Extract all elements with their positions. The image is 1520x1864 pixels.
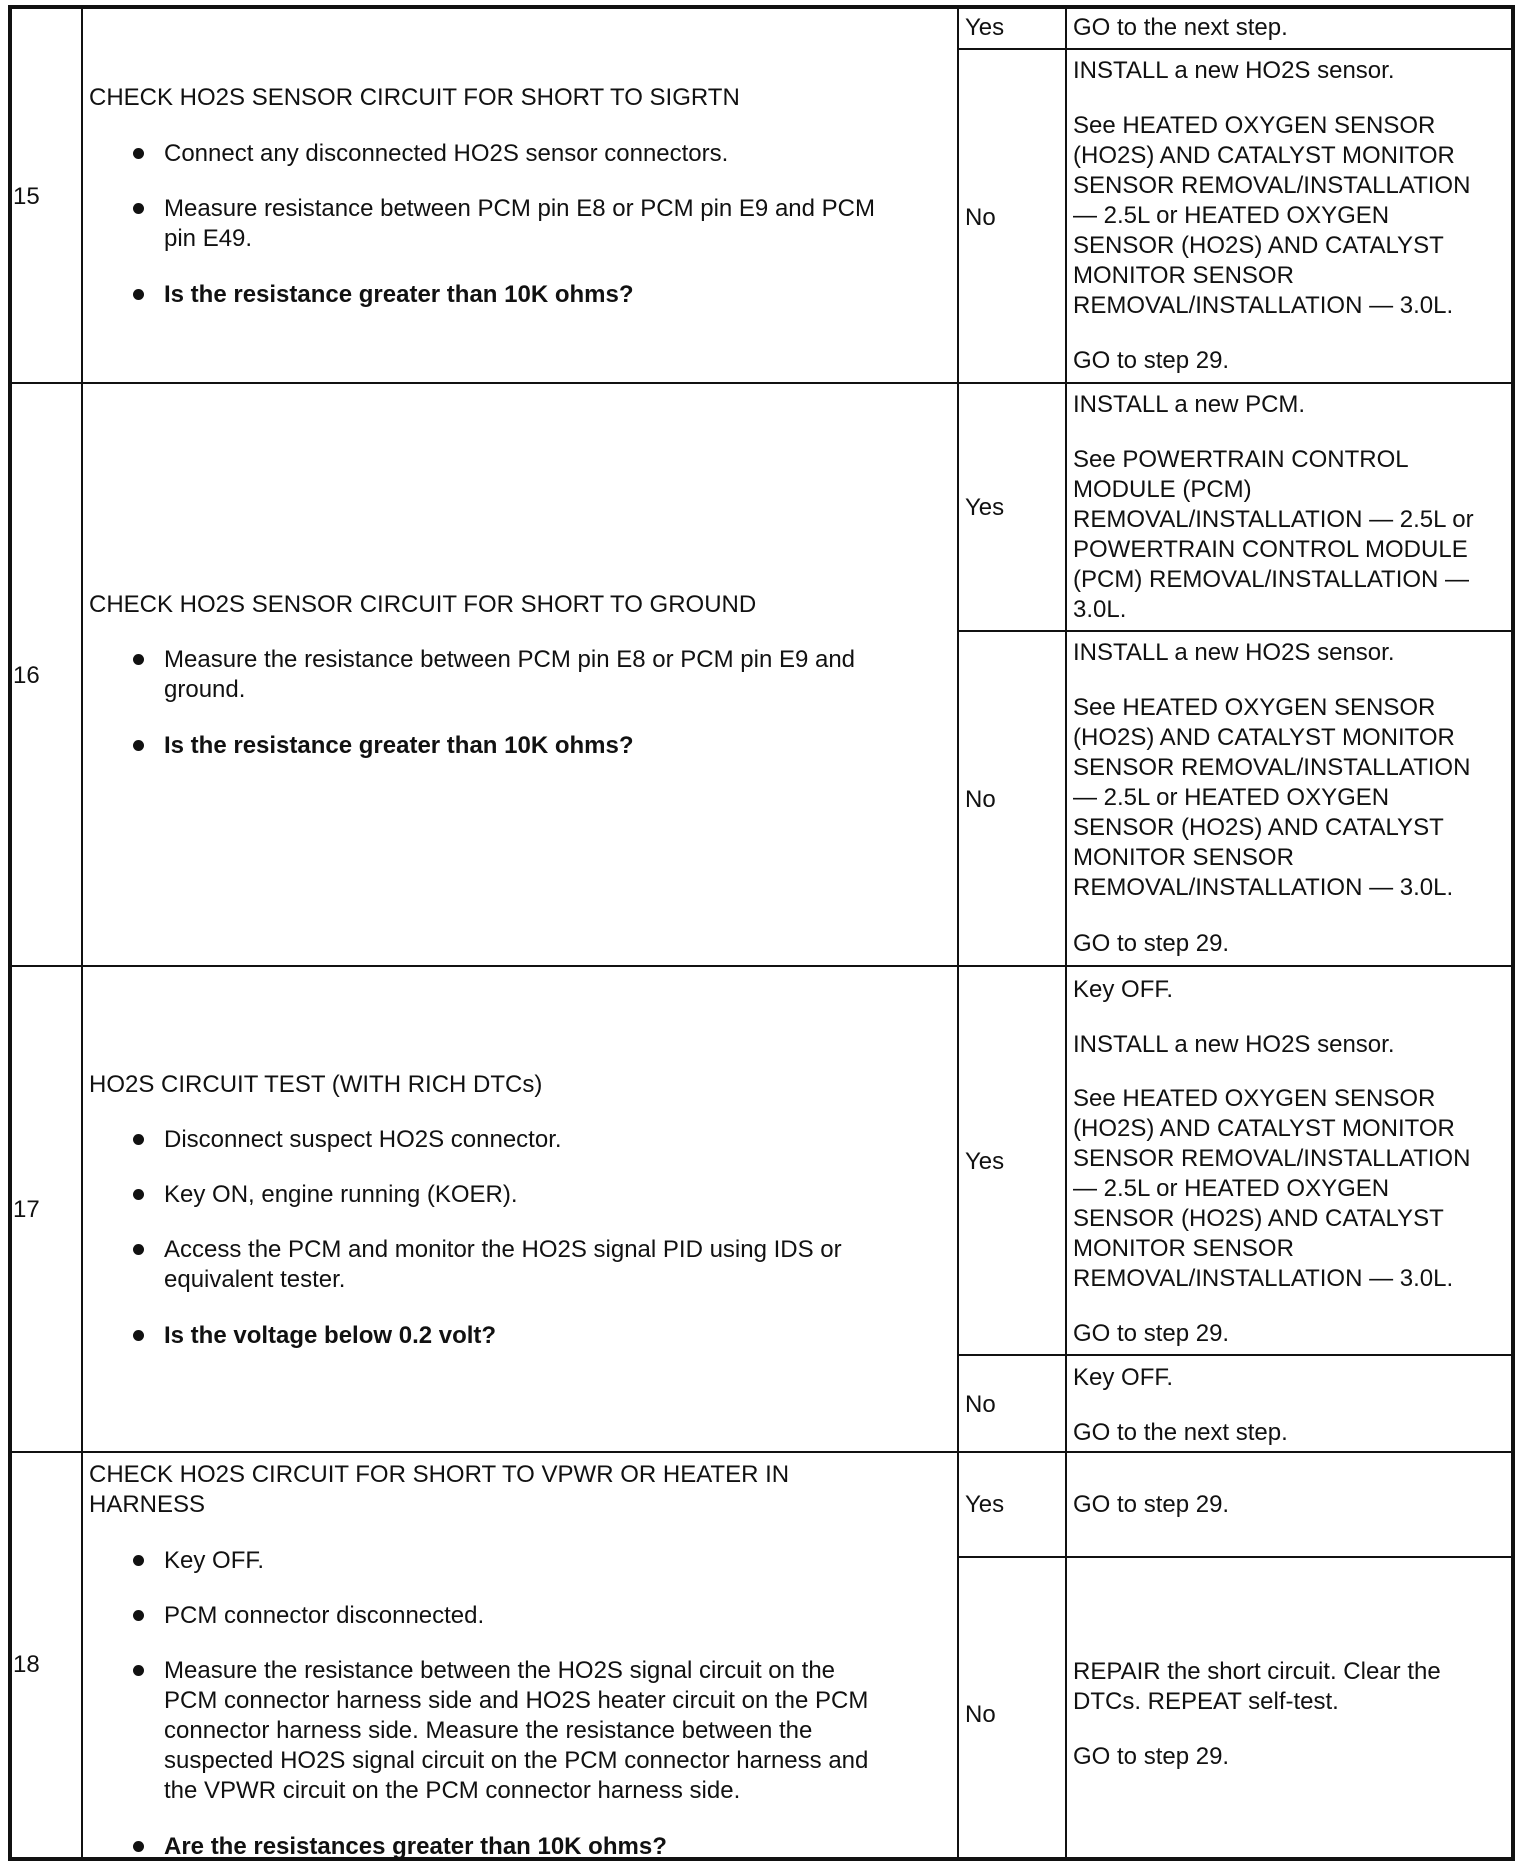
step-18-no-answer: No [965, 1701, 996, 1728]
step-17-yes-ref-line: — 2.5L or HEATED OXYGEN [1073, 1175, 1390, 1202]
bullet-dot-icon [133, 654, 144, 665]
step-17-yes-answer: Yes [965, 1148, 1005, 1175]
step-16-question: Is the resistance greater than 10K ohms? [164, 732, 634, 759]
step-18-yes-answer: Yes [965, 1491, 1005, 1518]
bullet-dot-icon [133, 148, 144, 159]
bullet-dot-icon [133, 1330, 144, 1341]
step-16-yes-ref-line: 3.0L. [1073, 596, 1127, 623]
step-18-bullet-3-line: connector harness side. Measure the resistance between the [164, 1717, 813, 1744]
step-17-no-goto: GO to the next step. [1073, 1419, 1288, 1446]
step-16-bullet-1-line-1: Measure the resistance between PCM pin E8 or PCM pin E9 and [164, 646, 856, 673]
step-17-bullet-1: Disconnect suspect HO2S connector. [164, 1126, 562, 1153]
step-16-no-goto: GO to step 29. [1073, 930, 1230, 957]
step-16-no-ref-line: REMOVAL/INSTALLATION — 3.0L. [1073, 874, 1454, 901]
step-17-yes-goto: GO to step 29. [1073, 1320, 1230, 1347]
step-18-bullet-3-line: PCM connector harness side and HO2S heater circuit on the PCM [164, 1687, 869, 1714]
step-15-no-answer: No [965, 204, 996, 231]
step-18-bullet-1: Key OFF. [164, 1547, 265, 1574]
step-16-no-ref-line: MONITOR SENSOR [1073, 844, 1294, 871]
bullet-dot-icon [133, 203, 144, 214]
step-17-yes-pre: Key OFF. [1073, 976, 1174, 1003]
step-15-title: CHECK HO2S SENSOR CIRCUIT FOR SHORT TO SIGRTN [89, 84, 740, 111]
step-17-yes-action: INSTALL a new HO2S sensor. [1073, 1031, 1395, 1058]
step-17-bullet-3-line-1: Access the PCM and monitor the HO2S signal PID using IDS or [164, 1236, 842, 1263]
bullet-dot-icon [133, 289, 144, 300]
step-17-yes-ref-line: SENSOR REMOVAL/INSTALLATION [1073, 1145, 1471, 1172]
bullet-dot-icon [133, 740, 144, 751]
step-16-yes-ref-line: See POWERTRAIN CONTROL [1073, 446, 1409, 473]
step-17-bullet-3-line-2: equivalent tester. [164, 1266, 346, 1293]
step-16-no-action: INSTALL a new HO2S sensor. [1073, 639, 1395, 666]
step-18-number: 18 [13, 1651, 40, 1678]
step-15-bullet-2-line-1: Measure resistance between PCM pin E8 or PCM pin E9 and PCM [164, 195, 875, 222]
step-15-no-ref-line: — 2.5L or HEATED OXYGEN [1073, 202, 1390, 229]
step-17-no-action: Key OFF. [1073, 1364, 1174, 1391]
step-15-yes-action: GO to the next step. [1073, 14, 1288, 41]
step-15-no-ref-line: See HEATED OXYGEN SENSOR [1073, 112, 1436, 139]
step-18-title-line-2: HARNESS [89, 1491, 206, 1518]
step-16-number: 16 [13, 662, 40, 689]
step-16-yes-ref-line: MODULE (PCM) [1073, 476, 1252, 503]
step-15-no-ref-line: REMOVAL/INSTALLATION — 3.0L. [1073, 292, 1454, 319]
step-18-yes-action: GO to step 29. [1073, 1491, 1230, 1518]
step-18-question: Are the resistances greater than 10K ohms? [164, 1833, 667, 1860]
step-18-bullet-2: PCM connector disconnected. [164, 1602, 485, 1629]
step-18-title-line-1: CHECK HO2S CIRCUIT FOR SHORT TO VPWR OR HEATER IN [89, 1461, 790, 1488]
step-16-yes-action: INSTALL a new PCM. [1073, 391, 1306, 418]
step-17-yes-ref-line: (HO2S) AND CATALYST MONITOR [1073, 1115, 1455, 1142]
step-17-title: HO2S CIRCUIT TEST (WITH RICH DTCs) [89, 1071, 543, 1098]
step-17-yes-ref-line: SENSOR (HO2S) AND CATALYST [1073, 1205, 1444, 1232]
step-17-bullet-2: Key ON, engine running (KOER). [164, 1181, 518, 1208]
bullet-dot-icon [133, 1841, 144, 1852]
step-16-no-ref-line: SENSOR (HO2S) AND CATALYST [1073, 814, 1444, 841]
step-15-no-ref-line: SENSOR (HO2S) AND CATALYST [1073, 232, 1444, 259]
step-16-bullet-1-line-2: ground. [164, 676, 246, 703]
step-16-title: CHECK HO2S SENSOR CIRCUIT FOR SHORT TO GROUND [89, 591, 757, 618]
step-15-yes-answer: Yes [965, 14, 1005, 41]
step-15-no-ref-line: SENSOR REMOVAL/INSTALLATION [1073, 172, 1471, 199]
step-17-yes-ref-line: REMOVAL/INSTALLATION — 3.0L. [1073, 1265, 1454, 1292]
step-17-number: 17 [13, 1196, 40, 1223]
step-16-no-answer: No [965, 786, 996, 813]
step-15-no-goto: GO to step 29. [1073, 347, 1230, 374]
step-18-no-action-line-1: REPAIR the short circuit. Clear the [1073, 1658, 1441, 1685]
step-18-bullet-3-line: Measure the resistance between the HO2S signal circuit on the [164, 1657, 836, 1684]
step-16-no-ref-line: — 2.5L or HEATED OXYGEN [1073, 784, 1390, 811]
step-15-no-ref-line: (HO2S) AND CATALYST MONITOR [1073, 142, 1455, 169]
step-16-yes-answer: Yes [965, 494, 1005, 521]
step-16-yes-ref-line: REMOVAL/INSTALLATION — 2.5L or [1073, 506, 1474, 533]
step-17-no-answer: No [965, 1391, 996, 1418]
step-16-no-ref-line: SENSOR REMOVAL/INSTALLATION [1073, 754, 1471, 781]
step-16-yes-ref-line: (PCM) REMOVAL/INSTALLATION — [1073, 566, 1470, 593]
step-15-number: 15 [13, 183, 40, 210]
step-15-question: Is the resistance greater than 10K ohms? [164, 281, 634, 308]
step-18-no-action-line-2: DTCs. REPEAT self-test. [1073, 1688, 1339, 1715]
step-16-no-ref-line: (HO2S) AND CATALYST MONITOR [1073, 724, 1455, 751]
step-18-bullet-3-line: suspected HO2S signal circuit on the PCM connector harness and [164, 1747, 869, 1774]
bullet-dot-icon [133, 1134, 144, 1145]
step-15-bullet-1: Connect any disconnected HO2S sensor connectors. [164, 140, 729, 167]
step-15-no-action: INSTALL a new HO2S sensor. [1073, 57, 1395, 84]
step-15-no-ref-line: MONITOR SENSOR [1073, 262, 1294, 289]
bullet-dot-icon [133, 1244, 144, 1255]
step-16-no-ref-line: See HEATED OXYGEN SENSOR [1073, 694, 1436, 721]
bullet-dot-icon [133, 1555, 144, 1566]
step-17-question: Is the voltage below 0.2 volt? [164, 1322, 497, 1349]
step-18-bullet-3-line: the VPWR circuit on the PCM connector harness side. [164, 1777, 741, 1804]
step-18-no-goto: GO to step 29. [1073, 1743, 1230, 1770]
step-17-yes-ref-line: See HEATED OXYGEN SENSOR [1073, 1085, 1436, 1112]
bullet-dot-icon [133, 1665, 144, 1676]
step-17-yes-ref-line: MONITOR SENSOR [1073, 1235, 1294, 1262]
step-16-yes-ref-line: POWERTRAIN CONTROL MODULE [1073, 536, 1468, 563]
bullet-dot-icon [133, 1189, 144, 1200]
bullet-dot-icon [133, 1610, 144, 1621]
step-15-bullet-2-line-2: pin E49. [164, 225, 253, 252]
